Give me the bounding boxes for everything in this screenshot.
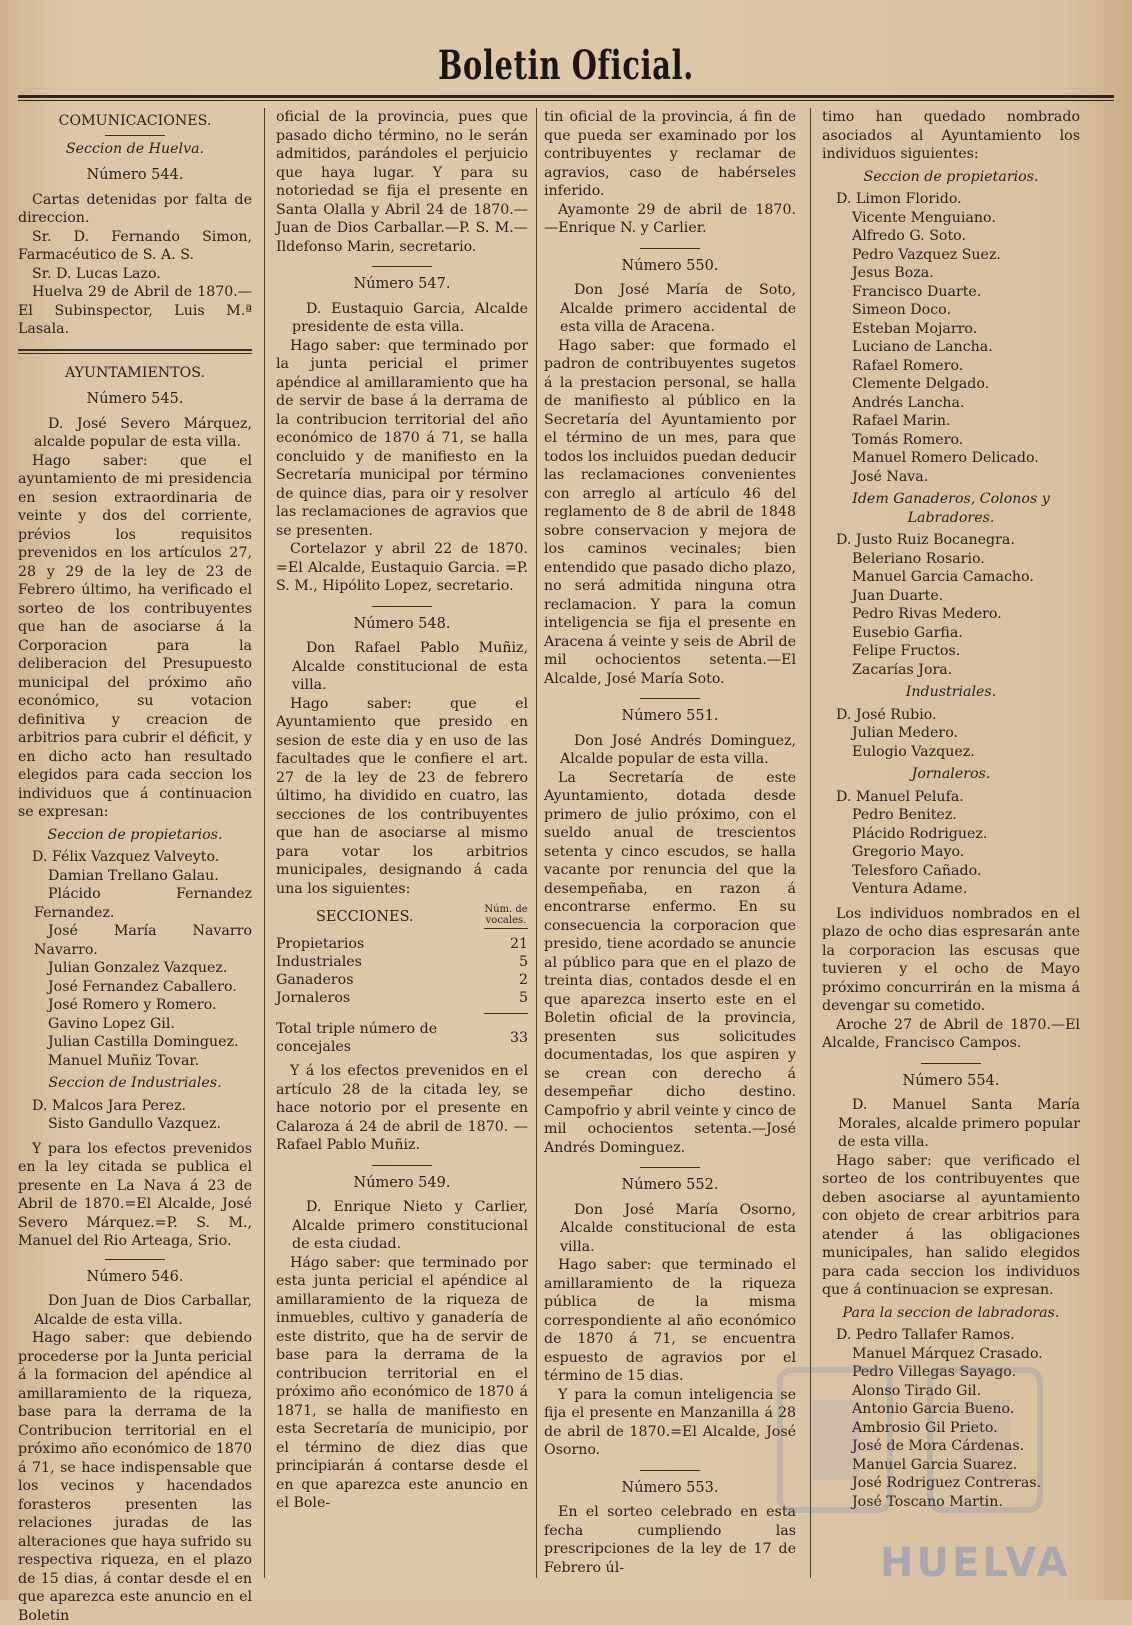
list-item: D. Pedro Tallafer Ramos. bbox=[836, 1327, 1015, 1343]
list-item: José Fernandez Caballero. bbox=[48, 978, 237, 995]
table-row bbox=[276, 989, 528, 1007]
list-item: Simeon Doco. bbox=[852, 302, 951, 318]
small-rule bbox=[640, 1167, 700, 1168]
notice-number-553: Número 553. bbox=[621, 1479, 719, 1496]
table-cell-value: 2 bbox=[518, 972, 528, 988]
section-subtitle: Seccion de Huelva. bbox=[65, 140, 205, 157]
total-label: Total triple número de concejales bbox=[276, 1021, 438, 1055]
column-separator bbox=[810, 108, 811, 1578]
notice-text: Cortelazor y abril 22 de 1870. =El Alcalde, Eustaquio Garcia. =P. S. M., Hipólito Lopez, secretario. bbox=[276, 541, 528, 594]
notice-text: Hago saber: que debiendo procederse por la Junta pericial á la formacion del apéndice al amillaramiento de la riqueza, base para la derrama de la Contribucion territorial en el próximo año económico de 1870 á 71, se hace indispensable que los vecinos y hacendados forasteros presenten las relaciones juradas de las alteraciones que haya sufrido su respectiva riqueza, en el plazo de 15 dias, á contar desde el en que aparezca este anuncio en el Boletin bbox=[18, 1330, 252, 1624]
table-rule bbox=[484, 928, 528, 929]
list-item: Tomás Romero. bbox=[852, 431, 964, 448]
list-item: Julian Medero. bbox=[852, 725, 958, 741]
total-value: 33 bbox=[509, 1030, 528, 1046]
section-title-ayuntamientos: AYUNTAMIENTOS. bbox=[64, 364, 206, 381]
list-item: D. Manuel Pelufa. bbox=[836, 788, 964, 805]
small-rule bbox=[372, 1165, 432, 1166]
section-subtitle: Seccion de Industriales. bbox=[48, 1075, 222, 1091]
notice-text: Cartas detenidas por falta de direccion. bbox=[18, 191, 252, 226]
list-item: D. Justo Ruiz Bocanegra. bbox=[836, 532, 1015, 548]
section-subtitle: Para la seccion de labradoras. bbox=[842, 1304, 1060, 1321]
table-cell-label: Ganaderos bbox=[276, 972, 354, 988]
small-rule bbox=[640, 1470, 700, 1471]
section-title-comunicaciones: COMUNICACIONES. bbox=[58, 113, 212, 129]
list-item: Clemente Delgado. bbox=[852, 376, 990, 392]
watermark-text: HUELVA bbox=[880, 1540, 1071, 1586]
secciones-table bbox=[276, 935, 528, 1007]
small-rule bbox=[640, 248, 700, 249]
notice-name: Sr. D. Lucas Lazo. bbox=[32, 265, 161, 282]
table-cell-value: 5 bbox=[518, 954, 528, 970]
notice-heading: Don José María Osorno, Alcalde constitucional de esta villa. bbox=[560, 1201, 796, 1255]
list-item: Beleriano Rosario. bbox=[852, 550, 985, 567]
total-table bbox=[276, 1020, 528, 1056]
list-item: Julian Gonzalez Vazquez. bbox=[48, 960, 228, 976]
list-item: Gregorio Mayo. bbox=[852, 844, 965, 860]
list-item: Damian Trellano Galau. bbox=[48, 867, 219, 884]
notice-heading: D. Manuel Santa María Morales, alcalde primero popular de esta villa. bbox=[838, 1097, 1080, 1150]
list-item: Vicente Menguiano. bbox=[852, 209, 996, 226]
section-subtitle: Industriales. bbox=[905, 684, 997, 700]
notice-number-554: Número 554. bbox=[902, 1072, 1000, 1089]
list-item: Ventura Adame. bbox=[852, 881, 968, 897]
list-item: José Toscano Martin. bbox=[852, 1493, 1003, 1510]
table-rule bbox=[484, 1013, 528, 1014]
notice-text: Los individuos nombrados en el plazo de ocho dias espresarán ante la corporacion las escusas que tuvieren y el ocho de Mayo próximo concurrirán en la misma á devengar su cometido. bbox=[822, 905, 1080, 1014]
list-item: José Romero y Romero. bbox=[48, 997, 217, 1013]
list-item: Manuel Muñiz Tovar. bbox=[48, 1052, 200, 1069]
list-item: Pedro Rivas Medero. bbox=[852, 606, 1002, 622]
list-item: Plácido Fernandez Fernandez. bbox=[34, 886, 252, 921]
notice-text: En el sorteo celebrado en esta fecha cumpliendo las prescripciones de la ley de 17 de Febrero úl- bbox=[544, 1504, 796, 1576]
table-row bbox=[276, 953, 528, 971]
small-rule bbox=[640, 698, 700, 699]
notice-signature: Aroche 27 de Abril de 1870.—El Alcalde, Francisco Campos. bbox=[822, 1016, 1080, 1051]
notice-heading: Don Juan de Dios Carballar, Alcalde de esta villa. bbox=[34, 1293, 252, 1328]
list-item: Andrés Lancha. bbox=[852, 394, 965, 411]
list-item: D. Limon Florido. bbox=[836, 191, 962, 207]
list-item: D. Félix Vazquez Valveyto. bbox=[32, 849, 220, 865]
column-separator bbox=[264, 108, 265, 1578]
list-item: Antonio Garcia Bueno. bbox=[852, 1401, 1015, 1417]
list-item: Telesforo Cañado. bbox=[852, 862, 982, 879]
section-subtitle: Idem Ganaderos, Colonos y Labradores. bbox=[852, 491, 1050, 526]
list-item: Esteban Mojarro. bbox=[852, 320, 978, 337]
list-item: José Rodriguez Contreras. bbox=[852, 1475, 1042, 1491]
list-item: Manuel Márquez Crasado. bbox=[852, 1345, 1043, 1362]
notice-number-546: Número 546. bbox=[86, 1268, 184, 1285]
notice-text: tin oficial de la provincia, á fin de que pueda ser examinado por los contribuyentes y reclamar de agravios, caso de habérseles inferido. bbox=[544, 109, 796, 199]
list-item: José de Mora Cárdenas. bbox=[852, 1438, 1025, 1454]
list-item: José María Navarro Navarro. bbox=[34, 923, 252, 958]
column-separator bbox=[536, 108, 537, 1578]
list-item: Eusebio Garfia. bbox=[852, 624, 963, 641]
list-item: Sisto Gandullo Vazquez. bbox=[48, 1116, 222, 1132]
section-subtitle: Seccion de propietarios. bbox=[47, 826, 223, 843]
notice-text: Hago saber: que terminado por la junta pericial el primer apéndice al amillaramiento que ha de servir de base á la derrama de la contribucion territorial del año económico de 1870 á 71, se halla concluido y de manifiesto en la Secretaría municipal por término de quince dias, para oir y resolver las reclamaciones de agravios que se presenten. bbox=[276, 337, 528, 539]
list-item: Juan Duarte. bbox=[852, 587, 944, 604]
table-cell-value: 5 bbox=[518, 990, 528, 1006]
table-row bbox=[276, 971, 528, 989]
library-seal-watermark bbox=[740, 1360, 1080, 1560]
list-item: Jesus Boza. bbox=[852, 265, 934, 281]
list-item: D. José Rubio. bbox=[836, 706, 937, 723]
masthead-title: Boletin Oficial. bbox=[437, 42, 695, 89]
table-cell-label: Propietarios bbox=[276, 936, 365, 952]
section-subtitle: Seccion de propietarios. bbox=[863, 168, 1039, 185]
list-item: Manuel Garcia Suarez. bbox=[852, 1456, 1018, 1473]
notice-number-548: Número 548. bbox=[353, 615, 451, 632]
table-row bbox=[276, 1020, 528, 1056]
notice-number-552: Número 552. bbox=[621, 1177, 719, 1193]
masthead-rule bbox=[18, 95, 1114, 98]
masthead-rule-thin bbox=[18, 100, 1114, 101]
notice-text: Hago saber: que verificado el sorteo de los contribuyentes que deben asociarse al ayuntamiento con objeto de crear arbitrios para atender á las obligaciones municipales, han salido elegidos para cada seccion los individuos que á continuacion se expresan. bbox=[822, 1152, 1080, 1298]
list-item: Manuel Garcia Camacho. bbox=[852, 569, 1034, 585]
notice-text: Hágo saber: que terminado por esta junta pericial el apéndice al amillaramiento de la riqueza de inmuebles, cultivo y ganadería de este distrito, que ha de servir de base para la derrama de la contribucion territorial en el próximo año económico de 1870 á 1871, se halla de manifiesto en esta Secretaría de municipio, por el término de diez dias que principiarán á contarse desde el en que aparezca este anuncio en el Bole- bbox=[276, 1254, 528, 1511]
notice-signature: Huelva 29 de Abril de 1870.—El Subinspector, Luis M.ª Lasala. bbox=[18, 284, 252, 337]
list-item: Plácido Rodriguez. bbox=[852, 825, 988, 842]
list-item: Eulogio Vazquez. bbox=[852, 743, 975, 760]
list-item: Zacarías Jora. bbox=[852, 661, 953, 678]
table-row bbox=[276, 935, 528, 953]
notice-heading: D. Enrique Nieto y Carlier, Alcalde primero constitucional de esta ciudad. bbox=[292, 1199, 528, 1252]
notice-text: Hago saber: que terminado el amillaramiento de la riqueza pública de la misma correspondiente al año económico de 1870 á 71, se encuentra espuesto de agravios por el término de 15 dias. bbox=[544, 1257, 796, 1384]
notice-text: Hago saber: que el ayuntamiento de mi presidencia en sesion extraordinaria de veinte y dos del corriente, prévios los requisitos prevenidos en los artículos 27, 28 y 29 de la ley de 23 de Febrero último, ha verificado el sorteo de los contribuyentes que han de asociarse á la Corporacion para la deliberacion del Presupuesto municipal del próximo año económico, su votacion definitiva y creacion de arbitrios para cubrir el déficit, y en dicho acto han resultado elegidos para cada seccion los individuos que á continuacion se expresan: bbox=[18, 452, 252, 820]
notice-heading: D. José Severo Márquez, alcalde popular de esta villa. bbox=[34, 415, 252, 450]
notice-text: Hago saber: que el Ayuntamiento que presido en sesion de este dia y en uso de las facultades que le confiere el art. 27 de la ley de 23 de febrero último, ha dividido en cuatro, las secciones de los contribuyentes que han de asociarse al mismo para votar los arbitrios municipales, designando á cada una los siguientes: bbox=[276, 695, 528, 897]
table-cell-label: Jornaleros bbox=[276, 990, 351, 1006]
list-item: Rafael Romero. bbox=[852, 357, 964, 374]
list-item: Julian Castilla Dominguez. bbox=[48, 1034, 239, 1050]
notice-name: Sr. D. Fernando Simon, Farmacéutico de S. A. S. bbox=[18, 228, 252, 263]
list-item: Felipe Fructos. bbox=[852, 643, 961, 659]
list-item: Luciano de Lancha. bbox=[852, 339, 993, 355]
notice-text: Y á los efectos prevenidos en el artículo 28 de la citada ley, se hace notorio por el presente en Calaroza á 24 de abril de 1870. —Rafael Pablo Muñiz. bbox=[276, 1063, 528, 1153]
notice-heading: Don Rafael Pablo Muñiz, Alcalde constitucional de esta villa. bbox=[292, 640, 528, 693]
list-item: Pedro Villegas Sayago. bbox=[852, 1364, 1017, 1380]
small-rule bbox=[105, 135, 165, 136]
table-cell-value: 21 bbox=[509, 936, 528, 952]
list-item: D. Malcos Jara Perez. bbox=[32, 1097, 187, 1114]
list-item: Alfredo G. Soto. bbox=[852, 228, 966, 244]
secciones-header bbox=[276, 904, 528, 926]
notice-number-547: Número 547. bbox=[353, 276, 451, 292]
notice-text: Y para la comun inteligencia se fija el presente en Manzanilla á 28 de abril de 1870.=El Alcalde, José Osorno. bbox=[544, 1386, 796, 1458]
column-2 bbox=[276, 108, 528, 1588]
num-vocales-label: Núm. de vocales. bbox=[484, 904, 528, 926]
list-item: Francisco Duarte. bbox=[852, 283, 982, 300]
notice-number-551: Número 551. bbox=[621, 708, 719, 724]
list-item: Rafael Marin. bbox=[852, 413, 951, 429]
list-item: Gavino Lopez Gil. bbox=[48, 1015, 175, 1032]
list-item: José Nava. bbox=[852, 468, 929, 485]
notice-heading: Don José Andrés Dominguez, Alcalde popular de esta villa. bbox=[560, 732, 796, 767]
notice-number-549: Número 549. bbox=[353, 1174, 451, 1191]
list-item: Pedro Benitez. bbox=[852, 807, 957, 823]
notice-text: Hago saber: que formado el padron de contribuyentes sugetos á la prestacion personal, se halla de manifiesto al público en la Secretaría del Ayuntamiento por el término de un mes, para que todos los incluidos puedan deducir las reclamaciones convenientes con arreglo al artículo 46 del reglamento de 8 de abril de 1848 sobre conservacion y mejora de los caminos vecinales; bien entendido que pasado dicho plazo, no será admitida ninguna otra reclamacion. Y para la comun inteligencia se fija el presente en Aracena á veinte y seis de Abril de mil ochocientos setenta.—El Alcalde, José María Soto. bbox=[544, 337, 796, 687]
list-item: Alonso Tirado Gil. bbox=[852, 1382, 982, 1399]
small-rule bbox=[921, 1063, 981, 1064]
section-subtitle: Jornaleros. bbox=[911, 766, 991, 782]
small-rule bbox=[105, 1259, 165, 1260]
notice-heading: D. Eustaquio Garcia, Alcalde presidente de esta villa. bbox=[292, 300, 528, 335]
notice-number-544: Número 544. bbox=[86, 167, 184, 183]
notice-text: timo han quedado nombrado asociados al Ayuntamiento los individuos siguientes: bbox=[822, 109, 1080, 162]
column-1 bbox=[18, 108, 252, 1624]
table-cell-label: Industriales bbox=[276, 954, 362, 970]
notice-number-550: Número 550. bbox=[621, 257, 719, 274]
notice-text: oficial de la provincia, pues que pasado dicho término, no le serán admitidos, parándoles el perjuicio que haya lugar. Y para su notoriedad se fija el presente en Santa Olalla y Abril 24 de 1870.—Juan de Dios Carballar.—P. S. M.—Ildefonso Marin, secretario. bbox=[276, 109, 528, 255]
list-item: Ambrosio Gil Prieto. bbox=[852, 1419, 998, 1436]
notice-text: Y para los efectos prevenidos en la ley citada se publica el presente en La Nava á 23 de Abril de 1870.=El Alcalde, José Severo Márquez.=P. S. M., Manuel del Rio Arteaga, Srio. bbox=[18, 1140, 252, 1249]
small-rule bbox=[372, 266, 432, 267]
small-rule bbox=[372, 606, 432, 607]
double-rule bbox=[18, 349, 252, 354]
secciones-label: SECCIONES. bbox=[316, 908, 414, 925]
notice-number-545: Número 545. bbox=[86, 391, 184, 407]
list-item: Manuel Romero Delicado. bbox=[852, 450, 1039, 466]
notice-text: La Secretaría de este Ayuntamiento, dotada desde primero de julio próximo, con el sueldo anual de trescientos setenta y cinco escudos, se halla vacante por renuncia del que la desempeñaba, en razon á encontrarse enfermo. En su consecuencia la corporacion que presido, tiene acordado se anuncie al público para que en el plazo de treinta dias, contados desde el en que aparezca inserto este en el Boletin oficial de la provincia, presenten sus solicitudes documentadas, los que aspiren y se crean con derecho á desempeñar dicho destino. Campofrio y abril veinte y cinco de mil ochocientos setenta.—José Andrés Dominguez. bbox=[544, 769, 796, 1156]
notice-text: Ayamonte 29 de abril de 1870. —Enrique N. y Carlier. bbox=[544, 201, 796, 236]
list-item: Pedro Vazquez Suez. bbox=[852, 246, 1001, 263]
notice-heading: Don José María de Soto, Alcalde primero accidental de esta villa de Aracena. bbox=[560, 282, 796, 335]
